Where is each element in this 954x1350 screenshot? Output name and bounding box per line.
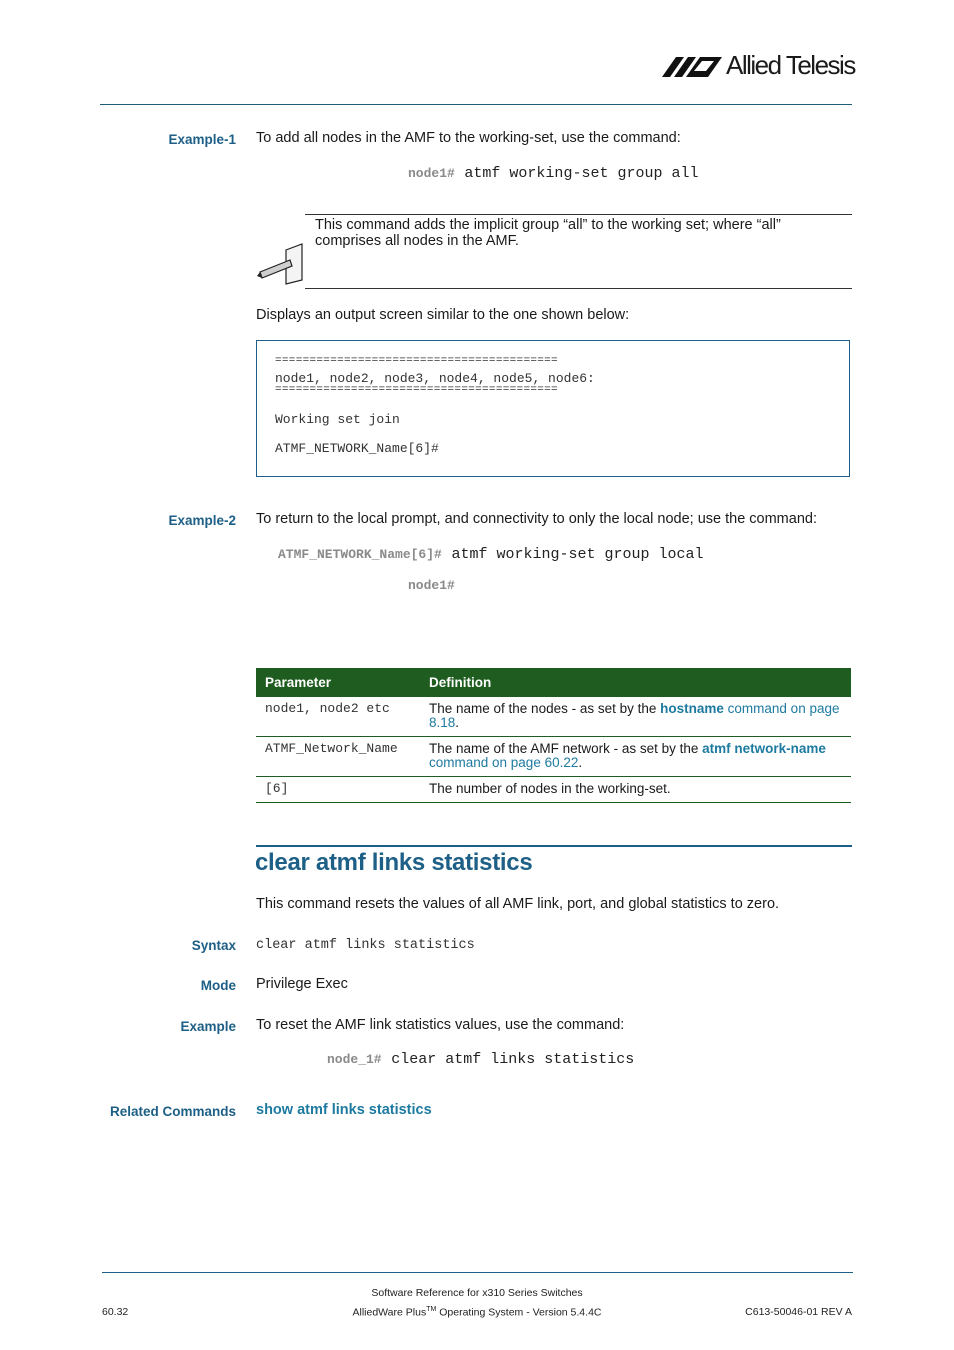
note-line-2: comprises all nodes in the AMF.: [315, 233, 519, 249]
definition-cell: [420, 697, 851, 737]
header-rule: [100, 104, 852, 105]
atmf-network-name-link[interactable]: atmf network-name: [702, 741, 826, 756]
example1-command-line: [408, 164, 698, 182]
table-header-row: [256, 668, 851, 697]
example-prompt: node_1#: [327, 1052, 382, 1067]
note-top-rule: [305, 214, 852, 215]
note-bottom-rule: [305, 288, 852, 289]
screen-line-3: =========================================: [275, 384, 558, 396]
example-intro: To reset the AMF link statistics values, use the command:: [256, 1017, 625, 1033]
definition-cell: The number of nodes in the working-set.: [420, 777, 851, 803]
footer-page-number: 60.32: [102, 1306, 129, 1318]
mode-label: Mode: [200, 978, 236, 993]
footer-product-version: Operating System - Version 5.4.4C: [436, 1306, 602, 1319]
table-row: [256, 777, 851, 803]
example2-result-prompt: node1#: [408, 578, 455, 593]
related-command-link[interactable]: show atmf links statistics: [256, 1102, 432, 1118]
screen-line-1: =========================================: [275, 355, 558, 367]
example1-prompt: node1#: [408, 166, 455, 181]
example2-prompt: ATMF_NETWORK_Name[6]#: [278, 547, 442, 562]
example2-command: atmf working-set group local: [451, 546, 704, 563]
param-cell: ATMF_Network_Name: [256, 737, 420, 777]
section-title: clear atmf links statistics: [255, 849, 533, 876]
brand-name: Allied Telesis: [726, 50, 855, 80]
table-header-parameter: Parameter: [256, 668, 420, 697]
footer-product-name: AlliedWare Plus: [352, 1306, 427, 1319]
screen-line-4: Working set join: [275, 412, 400, 427]
example1-command: atmf working-set group all: [464, 165, 699, 182]
example-command: clear atmf links statistics: [391, 1051, 635, 1068]
hostname-link[interactable]: hostname: [660, 701, 724, 716]
allied-telesis-mark-icon: [662, 53, 726, 79]
definition-end: .: [578, 755, 583, 770]
definition-cell: [420, 737, 851, 777]
section-top-rule: [256, 845, 852, 847]
atmf-network-name-page-link[interactable]: command on page 60.22: [429, 755, 579, 770]
table-row: [256, 737, 851, 777]
parameter-table-wrap: [256, 668, 851, 803]
output-intro: Displays an output screen similar to the one shown below:: [256, 307, 630, 323]
table-header-definition: Definition: [420, 668, 851, 697]
example1-label: Example-1: [168, 132, 236, 147]
note-line-1: This command adds the implicit group “all” to the working set; where “all”: [315, 217, 781, 233]
footer-title: Software Reference for x310 Series Switches: [371, 1287, 583, 1299]
table-row: [256, 697, 851, 737]
hostname-page-number-link[interactable]: 8.18: [429, 715, 456, 730]
definition-text: The name of the nodes - as set by the: [429, 701, 661, 716]
example2-command-line: [278, 545, 703, 563]
footer-doc-id: C613-50046-01 REV A: [745, 1306, 852, 1318]
screen-line-2: node1, node2, node3, node4, node5, node6:: [275, 371, 595, 386]
related-commands-label: Related Commands: [109, 1104, 236, 1119]
screen-line-5: ATMF_NETWORK_Name[6]#: [275, 441, 439, 456]
brand-logo: [662, 50, 857, 80]
hostname-page-link[interactable]: command on page: [723, 701, 840, 716]
section-description: This command resets the values of all AMF link, port, and global statistics to zero.: [256, 896, 780, 912]
note-text: [315, 217, 781, 249]
footer-rule: [102, 1272, 853, 1273]
syntax-label: Syntax: [191, 938, 236, 953]
param-cell: node1, node2 etc: [256, 697, 420, 737]
param-cell: [6]: [256, 777, 420, 803]
example2-label: Example-2: [168, 513, 236, 528]
parameter-table: [256, 668, 851, 803]
example1-intro: To add all nodes in the AMF to the working-set, use the command:: [256, 130, 681, 146]
example-command-line: [327, 1050, 634, 1068]
definition-text: The name of the AMF network - as set by the: [429, 741, 703, 756]
example-label: Example: [180, 1019, 236, 1034]
definition-end: .: [455, 715, 460, 730]
note-pencil-icon: [256, 242, 306, 286]
output-screen: [256, 340, 850, 477]
mode-text: Privilege Exec: [256, 976, 348, 992]
footer-trademark: TM: [426, 1306, 437, 1313]
syntax-text: clear atmf links statistics: [256, 938, 475, 953]
example2-intro: To return to the local prompt, and connectivity to only the local node; use the command:: [256, 511, 817, 527]
